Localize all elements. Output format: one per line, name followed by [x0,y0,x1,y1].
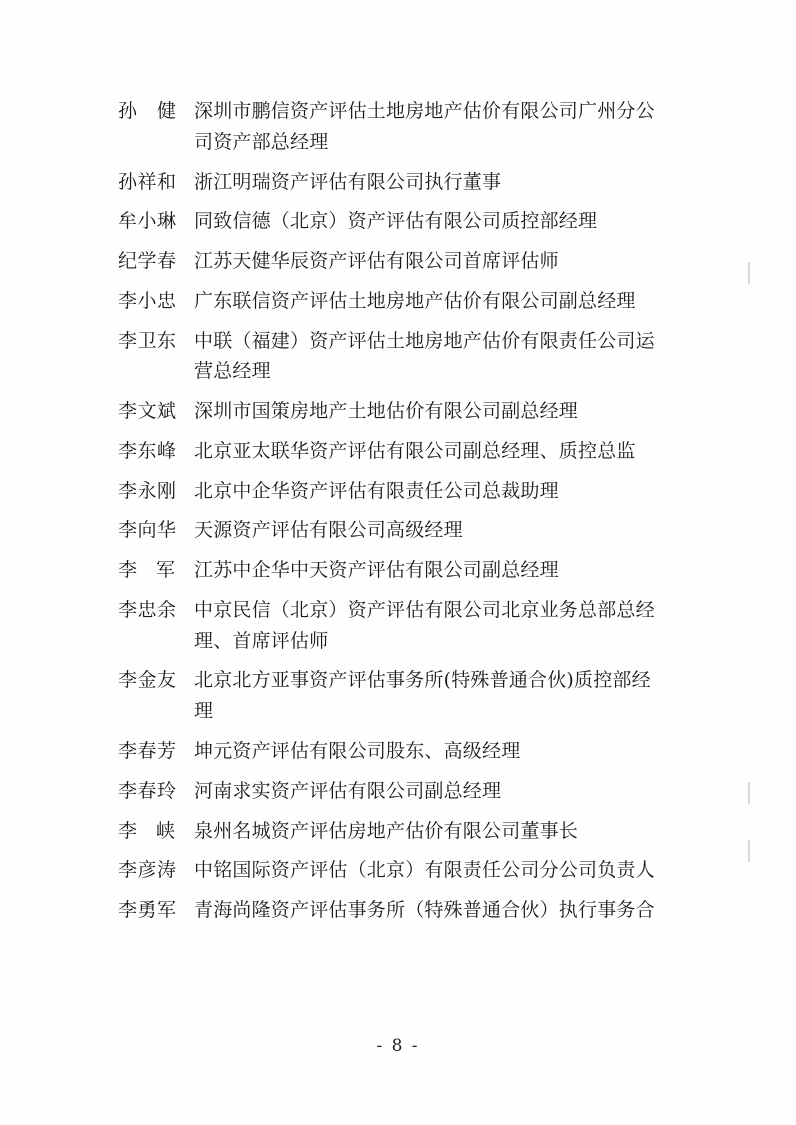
affiliation-line: 深圳市国策房地产土地估价有限公司副总经理 [194,400,579,423]
list-item [118,665,688,727]
affiliation-line: 坤元资产评估有限公司股东、高级经理 [194,740,521,763]
affiliation-line: 浙江明瑞资产评估有限公司执行董事 [194,170,502,193]
name-list [118,96,688,935]
affiliation-line: 中联（福建）资产评估土地房地产估价有限责任公司运 [194,329,655,352]
person-affiliation [194,476,688,507]
person-name: 李勇军 [118,899,177,922]
person-name: 纪学春 [118,250,177,273]
person-affiliation [194,396,688,427]
list-item [118,595,688,657]
affiliation-line: 中京民信（北京）资产评估有限公司北京业务总部总经 [194,598,655,621]
list-item [118,96,688,158]
person-affiliation [194,206,688,237]
person-name: 李金友 [118,669,177,692]
person-name: 牟小琳 [118,210,177,233]
person-name: 李春芳 [118,740,177,763]
list-item [118,167,688,198]
person-affiliation [194,167,688,198]
affiliation-line: 北京亚太联华资产评估有限公司副总经理、质控总监 [194,439,636,462]
list-item [118,855,688,886]
person-name: 孙 健 [118,100,177,122]
affiliation-line: 同致信德（北京）资产评估有限公司质控部经理 [194,210,598,233]
person-affiliation [194,436,688,467]
affiliation-line: 广东联信资产评估土地房地产估价有限公司副总经理 [194,289,636,312]
affiliation-line: 天源资产评估有限公司高级经理 [194,519,463,542]
page-number: - 8 - [376,1036,420,1056]
person-affiliation [194,665,688,727]
list-item [118,515,688,546]
affiliation-line: 中铭国际资产评估（北京）有限责任公司分公司负责人 [194,859,655,882]
person-name: 李 峡 [118,819,176,842]
person-name: 李文斌 [118,400,177,423]
person-name: 李春玲 [118,779,177,802]
person-name: 李东峰 [118,439,177,462]
person-name: 李忠余 [118,598,177,621]
page-edge-mark [748,262,750,284]
affiliation-line: 泉州名城资产评估房地产估价有限公司董事长 [194,819,579,842]
affiliation-line: 司资产部总经理 [194,130,329,153]
list-item [118,206,688,237]
person-name: 李小忠 [118,289,177,312]
person-name: 李 军 [118,559,176,582]
affiliation-line: 北京中企华资产评估有限责任公司总裁助理 [194,479,559,502]
person-affiliation [194,595,688,657]
person-name: 孙祥和 [118,170,177,193]
person-affiliation [194,246,688,277]
person-affiliation [194,895,688,926]
affiliation-line: 营总经理 [194,360,271,383]
list-item [118,555,688,586]
person-name: 李卫东 [118,329,177,352]
list-item [118,246,688,277]
page-edge-mark [748,782,750,804]
person-affiliation [194,515,688,546]
list-item [118,816,688,847]
person-affiliation [194,816,688,847]
affiliation-line: 江苏中企华中天资产评估有限公司副总经理 [194,559,559,582]
person-affiliation [194,776,688,807]
list-item [118,436,688,467]
person-affiliation [194,286,688,317]
person-affiliation [194,736,688,767]
person-affiliation [194,855,688,886]
affiliation-line: 理、首席评估师 [194,629,329,652]
list-item [118,286,688,317]
list-item [118,736,688,767]
list-item [118,476,688,507]
list-item [118,895,688,926]
list-item [118,396,688,427]
person-affiliation [194,326,688,388]
person-name: 李向华 [118,519,177,542]
affiliation-line: 理 [194,700,214,723]
person-affiliation [194,96,688,158]
person-affiliation [194,555,688,586]
affiliation-line: 北京北方亚事资产评估事务所(特殊普通合伙)质控部经 [194,669,651,692]
affiliation-line: 青海尚隆资产评估事务所（特殊普通合伙）执行事务合 [194,899,655,922]
list-item [118,776,688,807]
affiliation-line: 江苏天健华辰资产评估有限公司首席评估师 [194,250,559,273]
person-name: 李永刚 [118,479,177,502]
affiliation-line: 河南求实资产评估有限公司副总经理 [194,779,502,802]
person-name: 李彦涛 [118,859,177,882]
list-item [118,326,688,388]
affiliation-line: 深圳市鹏信资产评估土地房地产估价有限公司广州分公 [194,100,655,122]
page-edge-mark [748,840,750,862]
